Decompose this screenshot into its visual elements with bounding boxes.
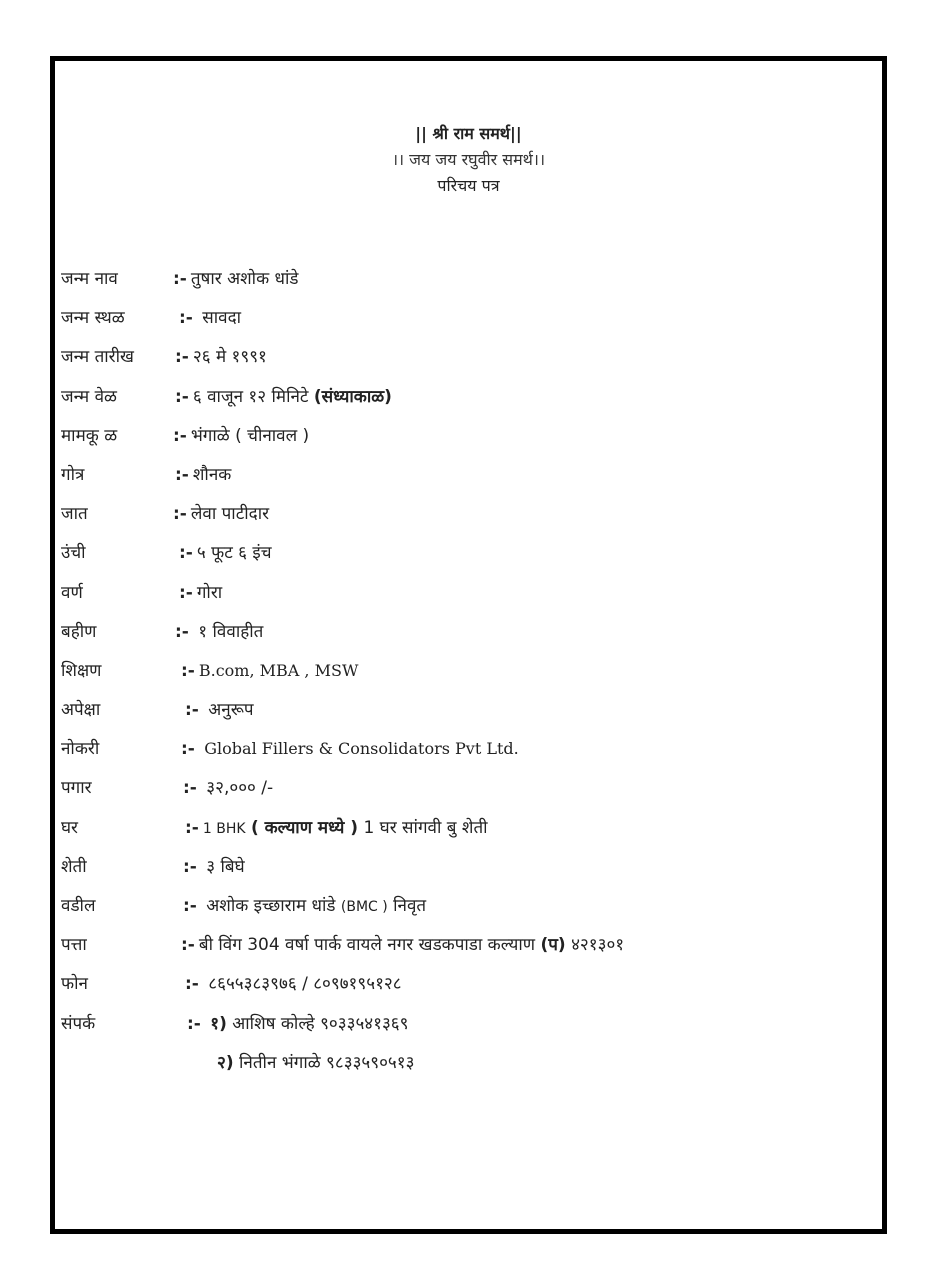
- row-value: :- अशोक इच्छाराम धांडे (BMC ) निवृत: [183, 896, 427, 916]
- row-label: घर: [61, 817, 78, 838]
- row-value: :- २६ मे १९९१: [175, 347, 267, 368]
- row-pagar: [61, 776, 872, 815]
- row-value: :- 1 BHK ( कल्याण मध्ये ) 1 घर सांगवी बु शेती: [185, 817, 488, 838]
- row-label: पगार: [61, 778, 92, 799]
- row-sampark: [61, 1012, 872, 1051]
- row-label: नोकरी: [61, 739, 100, 760]
- row-bahin: [61, 620, 872, 659]
- row-phone: [61, 972, 872, 1011]
- row-value: :- तुषार अशोक धांडे: [173, 269, 299, 289]
- row-value: :- शौनक: [175, 464, 232, 485]
- row-mamkul: [61, 424, 872, 463]
- row-label: शिक्षण: [61, 660, 102, 681]
- row-label: फोन: [61, 974, 88, 995]
- header-subtitle: ।। जय जय रघुवीर समर्थ।।: [391, 150, 546, 169]
- row-sheti: [61, 855, 872, 894]
- row-value: :- गोरा: [179, 582, 223, 603]
- row-janma-tarikh: [61, 345, 872, 384]
- row-label: अपेक्षा: [61, 700, 101, 721]
- row-label: जन्म स्थळ: [61, 308, 125, 329]
- row-shikshan: [61, 659, 872, 698]
- row-janma-sthal: [61, 306, 872, 345]
- row-sampark-2: [61, 1051, 872, 1090]
- row-value: :- १ विवाहीत: [175, 621, 264, 642]
- row-value: २) नितीन भंगाळे ९८३३५९०५१३: [217, 1052, 415, 1073]
- document-title: परिचय पत्र: [437, 176, 500, 195]
- row-value: :- ३ बिघे: [183, 856, 245, 877]
- row-value: :- सावदा: [179, 308, 242, 329]
- row-value: :- अनुरूप: [185, 700, 254, 721]
- row-value: :- B.com, MBA , MSW: [181, 660, 359, 681]
- row-label: वडील: [61, 896, 96, 916]
- row-gotra: [61, 463, 872, 502]
- row-label: जन्म तारीख: [61, 347, 134, 368]
- row-apeksha: [61, 698, 872, 737]
- row-label: जात: [61, 504, 88, 525]
- row-janma-vel: [61, 385, 872, 424]
- row-value: :- ८६५५३८३९७६ / ८०९७१९५१२८: [185, 974, 402, 995]
- biodata-list: [61, 267, 872, 1090]
- document-header: [55, 121, 882, 199]
- row-nokari: [61, 737, 872, 776]
- row-label: पत्ता: [61, 935, 87, 956]
- row-label: बहीण: [61, 621, 97, 642]
- row-value: :- ६ वाजून १२ मिनिटे (संध्याकाळ): [175, 386, 392, 407]
- row-value: :- बी विंग 304 वर्षा पार्क वायले नगर खडकपाडा कल्याण (प) ४२१३०१: [181, 935, 625, 956]
- row-label: शेती: [61, 856, 87, 877]
- row-jaat: [61, 502, 872, 541]
- row-label: जन्म नाव: [61, 269, 118, 289]
- row-value: :- लेवा पाटीदार: [173, 504, 270, 525]
- row-label: मामकू ळ: [61, 425, 118, 446]
- row-label: उंची: [61, 543, 86, 564]
- row-vadil: [61, 894, 872, 933]
- document-border: [50, 56, 887, 1234]
- row-value: :- ५ फूट ६ इंच: [179, 543, 272, 564]
- row-varna: [61, 581, 872, 620]
- row-janma-naav: [61, 267, 872, 306]
- row-value: :- Global Fillers & Consolidators Pvt Ltd.: [181, 739, 519, 760]
- row-label: गोत्र: [61, 464, 85, 485]
- row-value: :- ३२,००० /-: [183, 778, 274, 799]
- row-value: :- भंगाळे ( चीनावल ): [173, 425, 310, 446]
- row-ghar: [61, 816, 872, 855]
- header-invocation: || श्री राम समर्थ||: [415, 124, 522, 143]
- row-value: :- १) आशिष कोल्हे ९०३३५४१३६९: [187, 1013, 409, 1034]
- row-label: जन्म वेळ: [61, 386, 117, 407]
- row-label: संपर्क: [61, 1013, 96, 1034]
- row-patta: [61, 933, 872, 972]
- row-label: वर्ण: [61, 582, 83, 603]
- row-unchi: [61, 541, 872, 580]
